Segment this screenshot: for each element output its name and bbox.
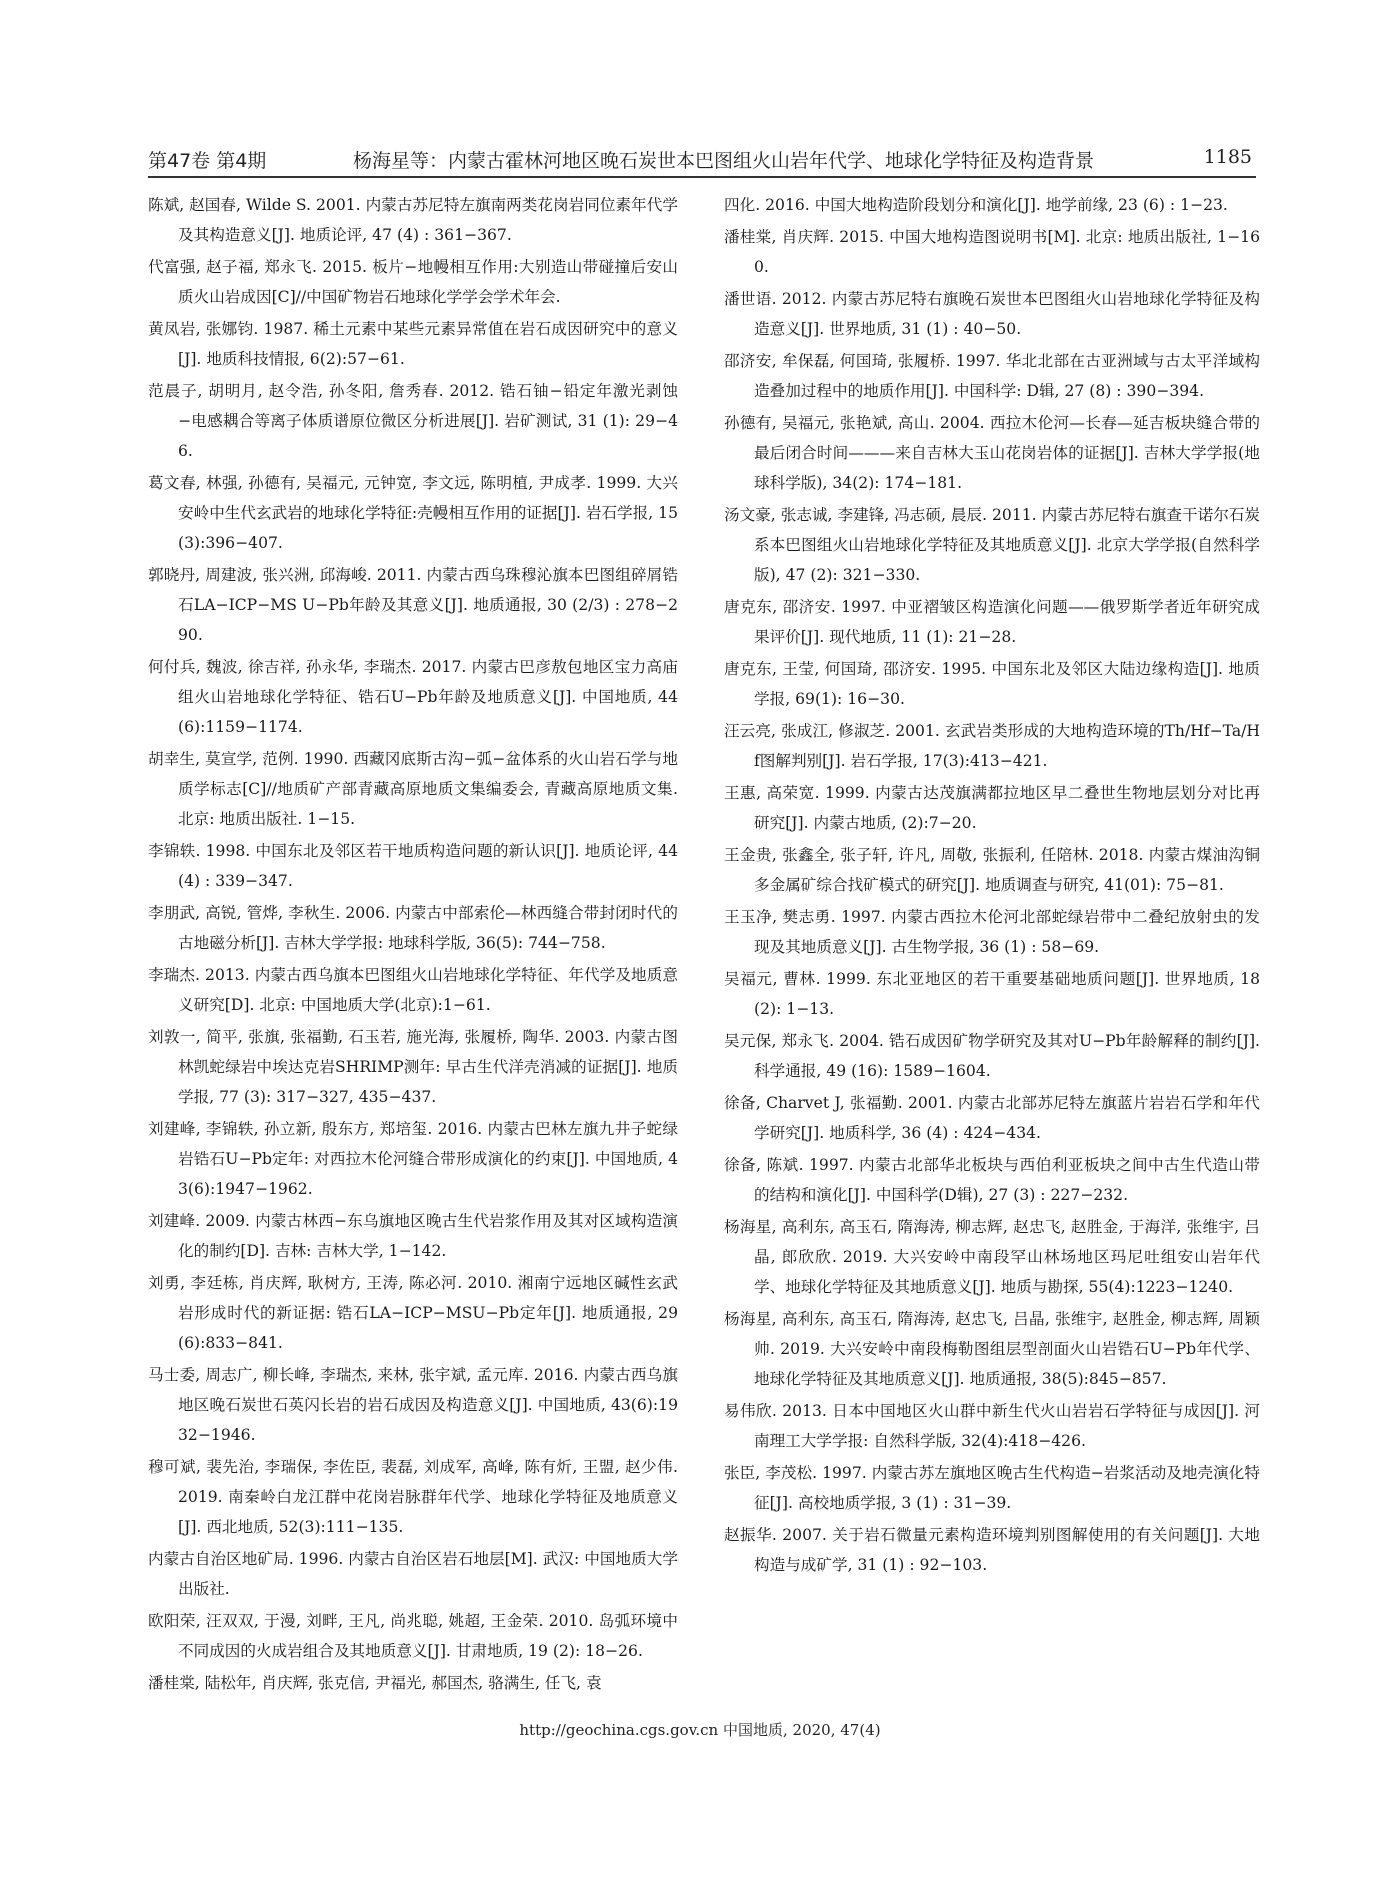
reference-entry: 邵济安, 牟保磊, 何国琦, 张履桥. 1997. 华北北部在古亚洲域与古太平洋域构造叠加过程中的地质作用[J]. 中国科学: D辑, 27 (8) : 390−394. — [724, 352, 1260, 400]
reference-entry: 李瑞杰. 2013. 内蒙古西乌旗本巴图组火山岩地球化学特征、年代学及地质意义研究[D]. 北京: 中国地质大学(北京):1−61. — [148, 966, 678, 1014]
running-title: 杨海星等：内蒙古霍林河地区晚石炭世本巴图组火山岩年代学、地球化学特征及构造背景 — [353, 150, 1095, 172]
reference-entry: 刘建峰. 2009. 内蒙古林西−东乌旗地区晚古生代岩浆作用及其对区域构造演化的制约[D]. 吉林: 吉林大学, 1−142. — [148, 1212, 678, 1260]
journal-citation: 中国地质, 2020, 47(4) — [723, 1721, 881, 1739]
reference-entry: 黄凤岩, 张娜钧. 1987. 稀土元素中某些元素异常值在岩石成因研究中的意义[J]. 地质科技情报, 6(2):57−61. — [148, 320, 678, 368]
reference-entry: 李朋武, 高锐, 管烨, 李秋生. 2006. 内蒙古中部索伦—林西缝合带封闭时代的古地磁分析[J]. 吉林大学学报: 地球科学版, 36(5): 744−758. — [148, 904, 678, 952]
running-header — [148, 140, 1256, 178]
references-right-column — [724, 190, 1260, 1582]
reference-entry: 汪云亮, 张成江, 修淑芝. 2001. 玄武岩类形成的大地构造环境的Th/Hf−Ta/Hf图解判别[J]. 岩石学报, 17(3):413−421. — [724, 722, 1260, 770]
reference-entry: 陈斌, 赵国春, Wilde S. 2001. 内蒙古苏尼特左旗南两类花岗岩同位素年代学及其构造意义[J]. 地质论评, 47 (4) : 361−367. — [148, 196, 678, 244]
reference-entry: 刘勇, 李廷栋, 肖庆辉, 耿树方, 王涛, 陈必河. 2010. 湘南宁远地区碱性玄武岩形成时代的新证据: 锆石LA−ICP−MSU−Pb定年[J]. 地质通报, 29(6):833−841. — [148, 1274, 678, 1352]
reference-entry: 孙德有, 吴福元, 张艳斌, 高山. 2004. 西拉木伦河—长春—延吉板块缝合带的最后闭合时间———来自吉林大玉山花岗岩体的证据[J]. 吉林大学学报(地球科学版), 34(2): 174−181. — [724, 414, 1260, 492]
journal-url[interactable]: http://geochina.cgs.gov.cn — [519, 1721, 719, 1739]
reference-entry: 潘桂棠, 肖庆辉. 2015. 中国大地构造图说明书[M]. 北京: 地质出版社, 1−160. — [724, 228, 1260, 276]
references-left-column — [148, 190, 678, 1700]
reference-entry: 刘敦一, 简平, 张旗, 张福勤, 石玉若, 施光海, 张履桥, 陶华. 2003. 内蒙古图林凯蛇绿岩中埃达克岩SHRIMP测年: 早古生代洋壳消减的证据[J]. 地质学报, 77 (3): 317−327, 435−437. — [148, 1028, 678, 1106]
reference-entry: 张臣, 李茂松. 1997. 内蒙古苏左旗地区晚古生代构造−岩浆活动及地壳演化特征[J]. 高校地质学报, 3 (1) : 31−39. — [724, 1464, 1260, 1512]
reference-entry: 刘建峰, 李锦轶, 孙立新, 殷东方, 郑培玺. 2016. 内蒙古巴林左旗九井子蛇绿岩锆石U−Pb定年: 对西拉木伦河缝合带形成演化的约束[J]. 中国地质, 43(6):1947−1962. — [148, 1120, 678, 1198]
reference-entry: 杨海星, 高利东, 高玉石, 隋海涛, 柳志辉, 赵忠飞, 赵胜金, 于海洋, 张维宇, 吕晶, 郎欣欣. 2019. 大兴安岭中南段罕山林场地区玛尼吐组安山岩年代学、地球化学特征及其地质意义[J]. 地质与勘探, 55(4):1223−1240. — [724, 1218, 1260, 1296]
reference-entry: 易伟欣. 2013. 日本中国地区火山群中新生代火山岩岩石学特征与成因[J]. 河南理工大学学报: 自然科学版, 32(4):418−426. — [724, 1402, 1260, 1450]
reference-entry: 潘桂棠, 陆松年, 肖庆辉, 张克信, 尹福光, 郝国杰, 骆满生, 任飞, 袁 — [148, 1674, 602, 1692]
reference-entry: 潘世语. 2012. 内蒙古苏尼特右旗晚石炭世本巴图组火山岩地球化学特征及构造意义[J]. 世界地质, 31 (1) : 40−50. — [724, 290, 1260, 338]
reference-entry: 赵振华. 2007. 关于岩石微量元素构造环境判别图解使用的有关问题[J]. 大地构造与成矿学, 31 (1) : 92−103. — [724, 1526, 1260, 1574]
reference-entry: 徐备, Charvet J, 张福勤. 2001. 内蒙古北部苏尼特左旗蓝片岩岩石学和年代学研究[J]. 地质科学, 36 (4) : 424−434. — [724, 1094, 1260, 1142]
reference-entry: 徐备, 陈斌. 1997. 内蒙古北部华北板块与西伯利亚板块之间中古生代造山带的结构和演化[J]. 中国科学(D辑), 27 (3) : 227−232. — [724, 1156, 1260, 1204]
reference-entry: 马士委, 周志广, 柳长峰, 李瑞杰, 来林, 张宇斌, 孟元库. 2016. 内蒙古西乌旗地区晚石炭世石英闪长岩的岩石成因及构造意义[J]. 中国地质, 43(6):1932−1946. — [148, 1366, 678, 1444]
reference-entry: 王金贵, 张鑫全, 张子轩, 许凡, 周敬, 张振利, 任陪林. 2018. 内蒙古煤油沟铜多金属矿综合找矿模式的研究[J]. 地质调查与研究, 41(01): 75−81. — [724, 846, 1260, 894]
reference-entry: 吴元保, 郑永飞. 2004. 锆石成因矿物学研究及其对U−Pb年龄解释的制约[J]. 科学通报, 49 (16): 1589−1604. — [724, 1032, 1260, 1080]
reference-entry: 四化. 2016. 中国大地构造阶段划分和演化[J]. 地学前缘, 23 (6) : 1−23. — [724, 196, 1228, 214]
reference-entry: 何付兵, 魏波, 徐吉祥, 孙永华, 李瑞杰. 2017. 内蒙古巴彦敖包地区宝力高庙组火山岩地球化学特征、锆石U−Pb年龄及地质意义[J]. 中国地质, 44(6):1159−1174. — [148, 658, 678, 736]
reference-entry: 葛文春, 林强, 孙德有, 吴福元, 元钟宽, 李文远, 陈明植, 尹成孝. 1999. 大兴安岭中生代玄武岩的地球化学特征:壳幔相互作用的证据[J]. 岩石学报, 15(3):396−407. — [148, 474, 678, 552]
reference-entry: 汤文豪, 张志诚, 李建锋, 冯志硕, 晨辰. 2011. 内蒙古苏尼特右旗查干诺尔石炭系本巴图组火山岩地球化学特征及其地质意义[J]. 北京大学学报(自然科学版), 47 (2): 321−330. — [724, 506, 1260, 584]
reference-entry: 代富强, 赵子福, 郑永飞. 2015. 板片−地幔相互作用:大别造山带碰撞后安山质火山岩成因[C]//中国矿物岩石地球化学学会学术年会. — [148, 258, 678, 306]
reference-entry: 内蒙古自治区地矿局. 1996. 内蒙古自治区岩石地层[M]. 武汉: 中国地质大学出版社. — [148, 1550, 678, 1598]
reference-entry: 吴福元, 曹林. 1999. 东北亚地区的若干重要基础地质问题[J]. 世界地质, 18 (2): 1−13. — [724, 970, 1260, 1018]
reference-entry: 唐克东, 邵济安. 1997. 中亚褶皱区构造演化问题——俄罗斯学者近年研究成果评价[J]. 现代地质, 11 (1): 21−28. — [724, 598, 1260, 646]
reference-entry: 唐克东, 王莹, 何国琦, 邵济安. 1995. 中国东北及邻区大陆边缘构造[J]. 地质学报, 69(1): 16−30. — [724, 660, 1260, 708]
reference-entry: 郭晓丹, 周建波, 张兴洲, 邱海峻. 2011. 内蒙古西乌珠穆沁旗本巴图组碎屑锆石LA−ICP−MS U−Pb年龄及其意义[J]. 地质通报, 30 (2/3) : 278−290. — [148, 566, 678, 644]
page-footer — [0, 1719, 1400, 1740]
reference-entry: 杨海星, 高利东, 高玉石, 隋海涛, 赵忠飞, 吕晶, 张维宇, 赵胜金, 柳志辉, 周颖帅. 2019. 大兴安岭中南段梅勒图组层型剖面火山岩锆石U−Pb年代学、地球化学特征及其地质意义[J]. 地质通报, 38(5):845−857. — [724, 1310, 1260, 1388]
reference-entry: 王玉净, 樊志勇. 1997. 内蒙古西拉木伦河北部蛇绿岩带中二叠纪放射虫的发现及其地质意义[J]. 古生物学报, 36 (1) : 58−69. — [724, 908, 1260, 956]
reference-entry: 胡幸生, 莫宣学, 范例. 1990. 西藏冈底斯古沟−弧−盆体系的火山岩石学与地质学标志[C]//地质矿产部青藏高原地质文集编委会, 青藏高原地质文集. 北京: 地质出版社. 1−15. — [148, 750, 678, 828]
reference-entry: 穆可斌, 裴先治, 李瑞保, 李佐臣, 裴磊, 刘成军, 高峰, 陈有炘, 王盟, 赵少伟. 2019. 南秦岭白龙江群中花岗岩脉群年代学、地球化学特征及地质意义[J]. 西北地质, 52(3):111−135. — [148, 1458, 678, 1536]
page-number: 1185 — [1203, 146, 1252, 168]
reference-entry: 欧阳荣, 汪双双, 于漫, 刘畔, 王凡, 尚兆聪, 姚超, 王金荣. 2010. 岛弧环境中不同成因的火成岩组合及其地质意义[J]. 甘肃地质, 19 (2): 18−26. — [148, 1612, 678, 1660]
reference-entry: 范晨子, 胡明月, 赵令浩, 孙冬阳, 詹秀春. 2012. 锆石铀−铅定年激光剥蚀−电感耦合等离子体质谱原位微区分析进展[J]. 岩矿测试, 31 (1): 29−46. — [148, 382, 678, 460]
reference-entry: 王惠, 高荣宽. 1999. 内蒙古达茂旗满都拉地区早二叠世生物地层划分对比再研究[J]. 内蒙古地质, (2):7−20. — [724, 784, 1260, 832]
volume-issue: 第47卷 第4期 — [148, 150, 267, 172]
reference-entry: 李锦轶. 1998. 中国东北及邻区若干地质构造问题的新认识[J]. 地质论评, 44 (4) : 339−347. — [148, 842, 678, 890]
